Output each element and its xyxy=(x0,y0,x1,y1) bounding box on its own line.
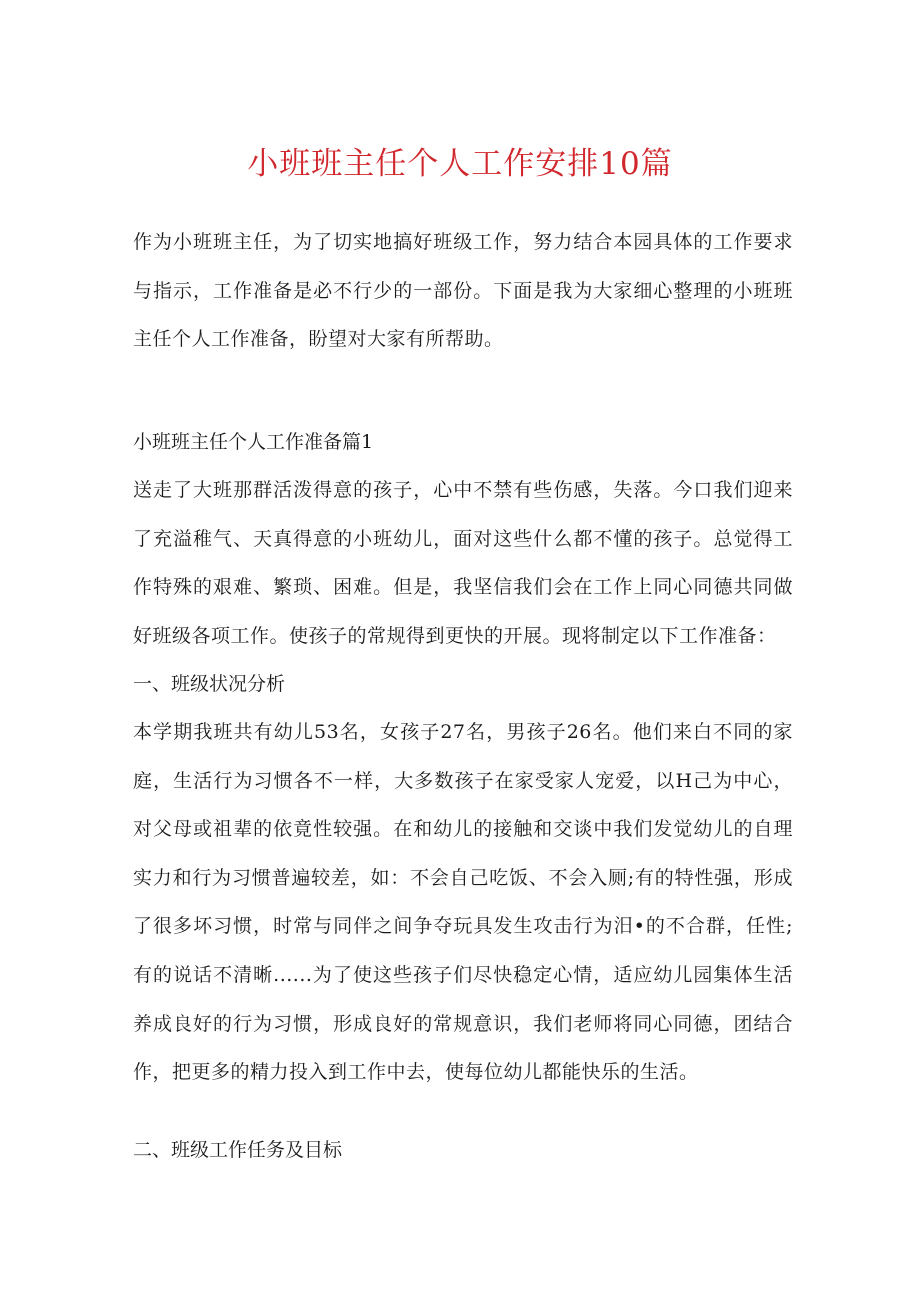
paragraph-1: 送走了大班那群活泼得意的孩子，心中不禁有些伤感，失落。今口我们迎来了充溢稚气、天真得意的小班幼儿，面对这些什么都不懂的孩子。总觉得工作特殊的艰难、繁琐、困难。但是，我坚信我们会在工作上同心同德共同做好班级各项工作。使孩子的常规得到更快的开展。现将制定以下工作准备： xyxy=(133,479,793,647)
heading-class-analysis: 一、班级状况分析 xyxy=(133,673,286,695)
intro-paragraph: 作为小班班主任，为了切实地搞好班级工作，努力结合本园具体的工作要求与指示，工作准备是必不行少的一部份。下面是我为大家细心整理的小班班主任个人工作准备，盼望对大家有所帮助。 xyxy=(133,231,793,351)
document-title: 小班班主任个人工作安排10篇 xyxy=(247,146,673,182)
heading-tasks-goals: 二、班级工作任务及目标 xyxy=(133,1139,343,1161)
paragraph-2: 本学期我班共有幼儿53名，女孩子27名，男孩子26名。他们来白不同的家庭，生活行为习惯各不一样，大多数孩子在家受家人宠爱，以H己为中心，对父母或祖辈的依竟性较强。在和幼儿的接触和交谈中我们发觉幼儿的自理实力和行为习惯普遍较差，如：不会自己吃饭、不会入厕;有的特性强，形成了很多坏习惯，时常与同伴之间争夺玩具发生攻击行为汨•的不合群，任性;有的说话不清晰......为了使这些孩子们尽快稳定心情，适应幼儿园集体生活养成良好的行为习惯，形成良好的常规意识，我们老师将同心同德，团结合作，把更多的精力投入到工作中去，使每位幼儿都能快乐的生活。 xyxy=(133,721,793,1084)
section-title: 小班班主任个人工作准备篇1 xyxy=(133,431,374,453)
